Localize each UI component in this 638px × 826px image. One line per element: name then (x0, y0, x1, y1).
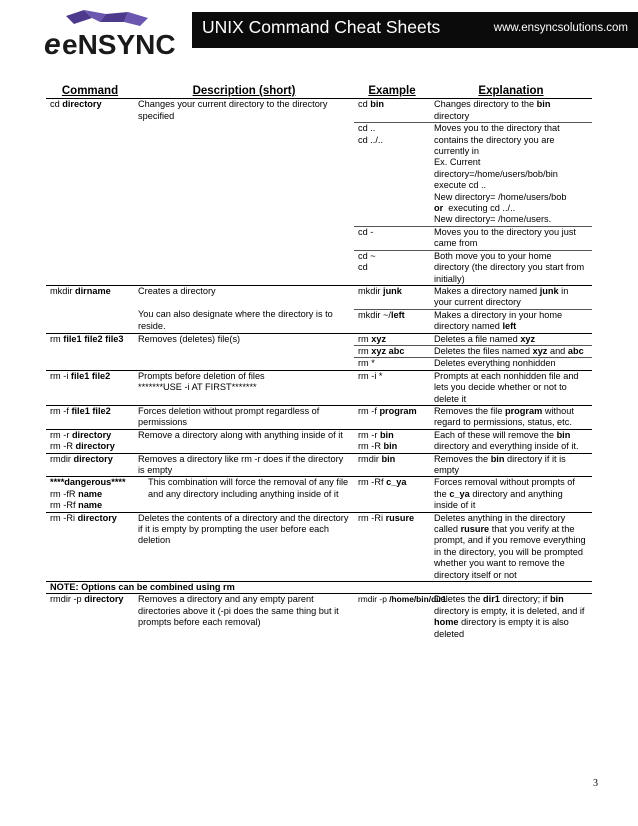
explanation-cell: Forces removal without prompts of the c_ya directory and anything inside of it (430, 477, 592, 512)
example-cell: cd - (354, 226, 430, 250)
ensync-logo (44, 10, 176, 62)
description-cell: Remove a directory along with anything inside of it (134, 429, 354, 453)
explanation-cell: Deletes the dir1 directory; if bin directory is empty, it is deleted, and if home directory is empty it is also deleted (430, 594, 592, 640)
description-cell: Removes a directory like rm -r does if the directory is empty (134, 453, 354, 477)
table-row (46, 370, 592, 405)
description-cell: This combination will force the removal of any file and any directory including anything inside of it (134, 477, 354, 512)
command-cell (46, 250, 134, 285)
page-header (44, 6, 628, 61)
description-cell (134, 358, 354, 370)
example-cell: rm -Rf c_ya (354, 477, 430, 512)
table-row (46, 345, 592, 357)
command-cell: rmdir -p directory (46, 594, 134, 640)
title-bar (192, 12, 638, 48)
description-cell (134, 345, 354, 357)
column-header-command: Command (61, 85, 119, 97)
example-cell: rm * (354, 358, 430, 370)
example-cell: cd ~ cd (354, 250, 430, 285)
explanation-cell: Deletes anything in the directory called rusure that you verify at the prompt, and if you remove everything in the directory, you will be prompted whether you want to remove the directory itself or not (430, 512, 592, 581)
table-row (46, 285, 592, 309)
table-row (46, 358, 592, 370)
description-cell: Changes your current directory to the directory specified (138, 99, 328, 121)
command-cell: rm -i file1 file2 (46, 370, 134, 405)
table-row (46, 333, 592, 345)
table-header-row (46, 86, 592, 99)
explanation-cell: Deletes everything nonhidden (430, 358, 592, 370)
explanation-cell: Deletes a file named xyz (430, 333, 592, 345)
description-cell (134, 123, 354, 227)
example-cell: rmdir bin (354, 453, 430, 477)
command-cell (46, 123, 134, 227)
example-cell: rmdir -p /home/bin/dir1 (354, 594, 430, 640)
command-cell: mkdir dirname (46, 285, 134, 309)
column-header-description: Description (short) (192, 85, 296, 97)
explanation-cell: Moves you to the directory you just came from (430, 226, 592, 250)
command-cell: rm -f file1 file2 (46, 405, 134, 429)
command-table (46, 86, 592, 640)
explanation-cell: Removes the file program without regard to permissions, status, etc. (430, 405, 592, 429)
table-body (46, 99, 592, 640)
table-row (46, 309, 592, 333)
table-row (46, 250, 592, 285)
explanation-cell: Both move you to your home directory (the directory you start from initially) (430, 250, 592, 285)
svg-text:e: e (44, 28, 61, 61)
description-cell: You can also designate where the directory is to reside. (138, 309, 333, 331)
table-row (46, 594, 592, 640)
table-row (46, 477, 592, 512)
example-cell: rm -i * (354, 370, 430, 405)
description-cell: Removes (deletes) file(s) (134, 333, 354, 345)
example-cell: rm xyz (354, 333, 430, 345)
example-cell: rm -f program (354, 405, 430, 429)
column-header-explanation: Explanation (478, 85, 544, 97)
note-text: NOTE: Options can be combined using rm (46, 582, 592, 594)
explanation-cell: Makes a directory named junk in your current directory (430, 285, 592, 309)
description-cell: Removes a directory and any empty parent directories above it (-pi does the same thing but it prompts before each removal) (134, 594, 354, 640)
explanation-cell: Prompts at each nonhidden file and lets you decide whether or not to delete it (430, 370, 592, 405)
table-row (46, 99, 592, 123)
example-cell: mkdir junk (354, 285, 430, 309)
example-cell: mkdir ~/left (354, 309, 430, 333)
table-row (46, 405, 592, 429)
table-row (46, 226, 592, 250)
document-title: UNIX Command Cheat Sheets (202, 17, 441, 37)
command-cell: rm -Ri directory (46, 512, 134, 581)
svg-text:eNSYNC: eNSYNC (62, 29, 176, 60)
table-row (46, 512, 592, 581)
command-cell: rm -r directory rm -R directory (46, 429, 134, 453)
command-cell (46, 358, 134, 370)
table-row (46, 123, 592, 227)
command-cell: rmdir directory (46, 453, 134, 477)
explanation-cell: Deletes the files named xyz and abc (430, 345, 592, 357)
explanation-cell: Removes the bin directory if it is empty (430, 453, 592, 477)
table-row (46, 429, 592, 453)
command-cell: rm file1 file2 file3 (46, 333, 134, 345)
command-cell: ****dangerous**** rm -fR name rm -Rf name (46, 477, 134, 512)
description-cell: Prompts before deletion of files *******USE -i AT FIRST******* (134, 370, 354, 405)
note-row (46, 582, 592, 594)
example-cell: rm -r bin rm -R bin (354, 429, 430, 453)
website-url: www.ensyncsolutions.com (493, 22, 628, 34)
description-cell (134, 226, 354, 250)
command-cell (46, 345, 134, 357)
table-row (46, 453, 592, 477)
column-header-example: Example (368, 85, 416, 97)
example-cell: rm -Ri rusure (354, 512, 430, 581)
description-cell (134, 250, 354, 285)
explanation-cell: Each of these will remove the bin directory and everything inside of it. (430, 429, 592, 453)
example-cell: rm xyz abc (354, 345, 430, 357)
description-cell: Forces deletion without prompt regardless of permissions (134, 405, 354, 429)
command-cell (46, 309, 134, 333)
page-number: 3 (593, 778, 598, 789)
explanation-cell: Moves you to the directory that contains the directory you are currently in Ex. Current directory=/home/users/bob/bin execute cd .. New directory= /home/users/bob or executing cd ../.. New directory= /home/users. (430, 123, 592, 227)
example-cell: cd bin (358, 99, 385, 110)
command-cell: cd directory (50, 99, 102, 110)
example-cell: cd .. cd ../.. (354, 123, 430, 227)
description-cell: Deletes the contents of a directory and the directory if it is empty by prompting the user before each deletion (134, 512, 354, 581)
explanation-cell: Makes a directory in your home directory named left (430, 309, 592, 333)
description-cell: Creates a directory (134, 285, 354, 309)
explanation-cell: Changes directory to the bin directory (434, 99, 551, 121)
command-cell (46, 226, 134, 250)
